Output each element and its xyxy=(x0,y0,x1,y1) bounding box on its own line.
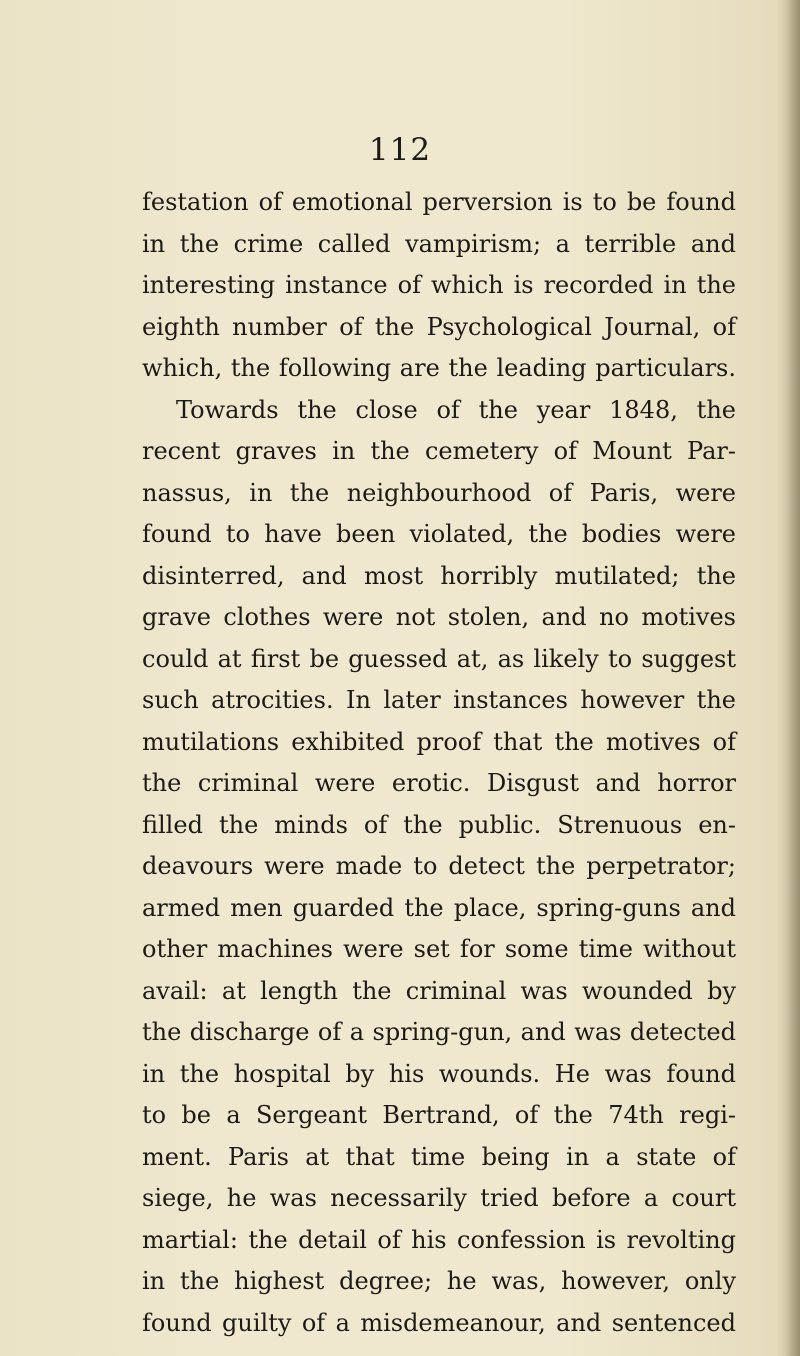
text-line: festation of emotional perversion is to be found xyxy=(142,188,736,216)
text-line: filled the minds of the public. Strenuous en- xyxy=(142,810,736,839)
text-line: other machines were set for some time without xyxy=(142,935,736,963)
text-line: deavours were made to detect the perpetrator; xyxy=(142,852,736,880)
text-line: armed men guarded the place, spring-guns and xyxy=(142,893,736,922)
text-line: found guilty of a misdemeanour, and sentenced xyxy=(142,1308,736,1337)
page-number: 112 xyxy=(368,132,432,168)
text-line: siege, he was necessarily tried before a court xyxy=(142,1184,736,1212)
text-line: the discharge of a spring-gun, and was detected xyxy=(142,1018,736,1046)
text-line: interesting instance of which is recorded in the xyxy=(142,271,736,299)
text-line: recent graves in the cemetery of Mount Par- xyxy=(142,437,736,465)
text-line: mutilations exhibited proof that the motives of xyxy=(142,727,736,756)
text-line: disinterred, and most horribly mutilated; the xyxy=(142,561,736,590)
text-line: which, the following are the leading particulars. xyxy=(142,354,736,382)
text-line: to be a Sergeant Bertrand, of the 74th regi- xyxy=(142,1101,736,1129)
text-line: in the hospital by his wounds. He was found xyxy=(142,1059,736,1088)
text-line: avail: at length the criminal was wounded by xyxy=(142,976,736,1005)
page-edge-shadow xyxy=(786,0,800,1356)
text-line: in the crime called vampirism; a terrible and xyxy=(142,229,736,258)
text-line: grave clothes were not stolen, and no motives xyxy=(142,603,736,631)
text-line: nassus, in the neighbourhood of Paris, were xyxy=(142,478,736,507)
text-line: ment. Paris at that time being in a state of xyxy=(142,1142,736,1171)
text-line: could at first be guessed at, as likely to suggest xyxy=(142,644,736,673)
text-line: martial: the detail of his confession is revolting xyxy=(142,1225,736,1254)
body-text xyxy=(142,182,736,1344)
text-line: the criminal were erotic. Disgust and horror xyxy=(142,769,736,797)
text-line: such atrocities. In later instances however the xyxy=(142,686,736,714)
text-line: found to have been violated, the bodies were xyxy=(142,520,736,548)
text-line: Towards the close of the year 1848, the xyxy=(176,395,736,424)
text-line: in the highest degree; he was, however, only xyxy=(142,1267,736,1295)
text-line: eighth number of the Psychological Journal, of xyxy=(142,312,736,341)
